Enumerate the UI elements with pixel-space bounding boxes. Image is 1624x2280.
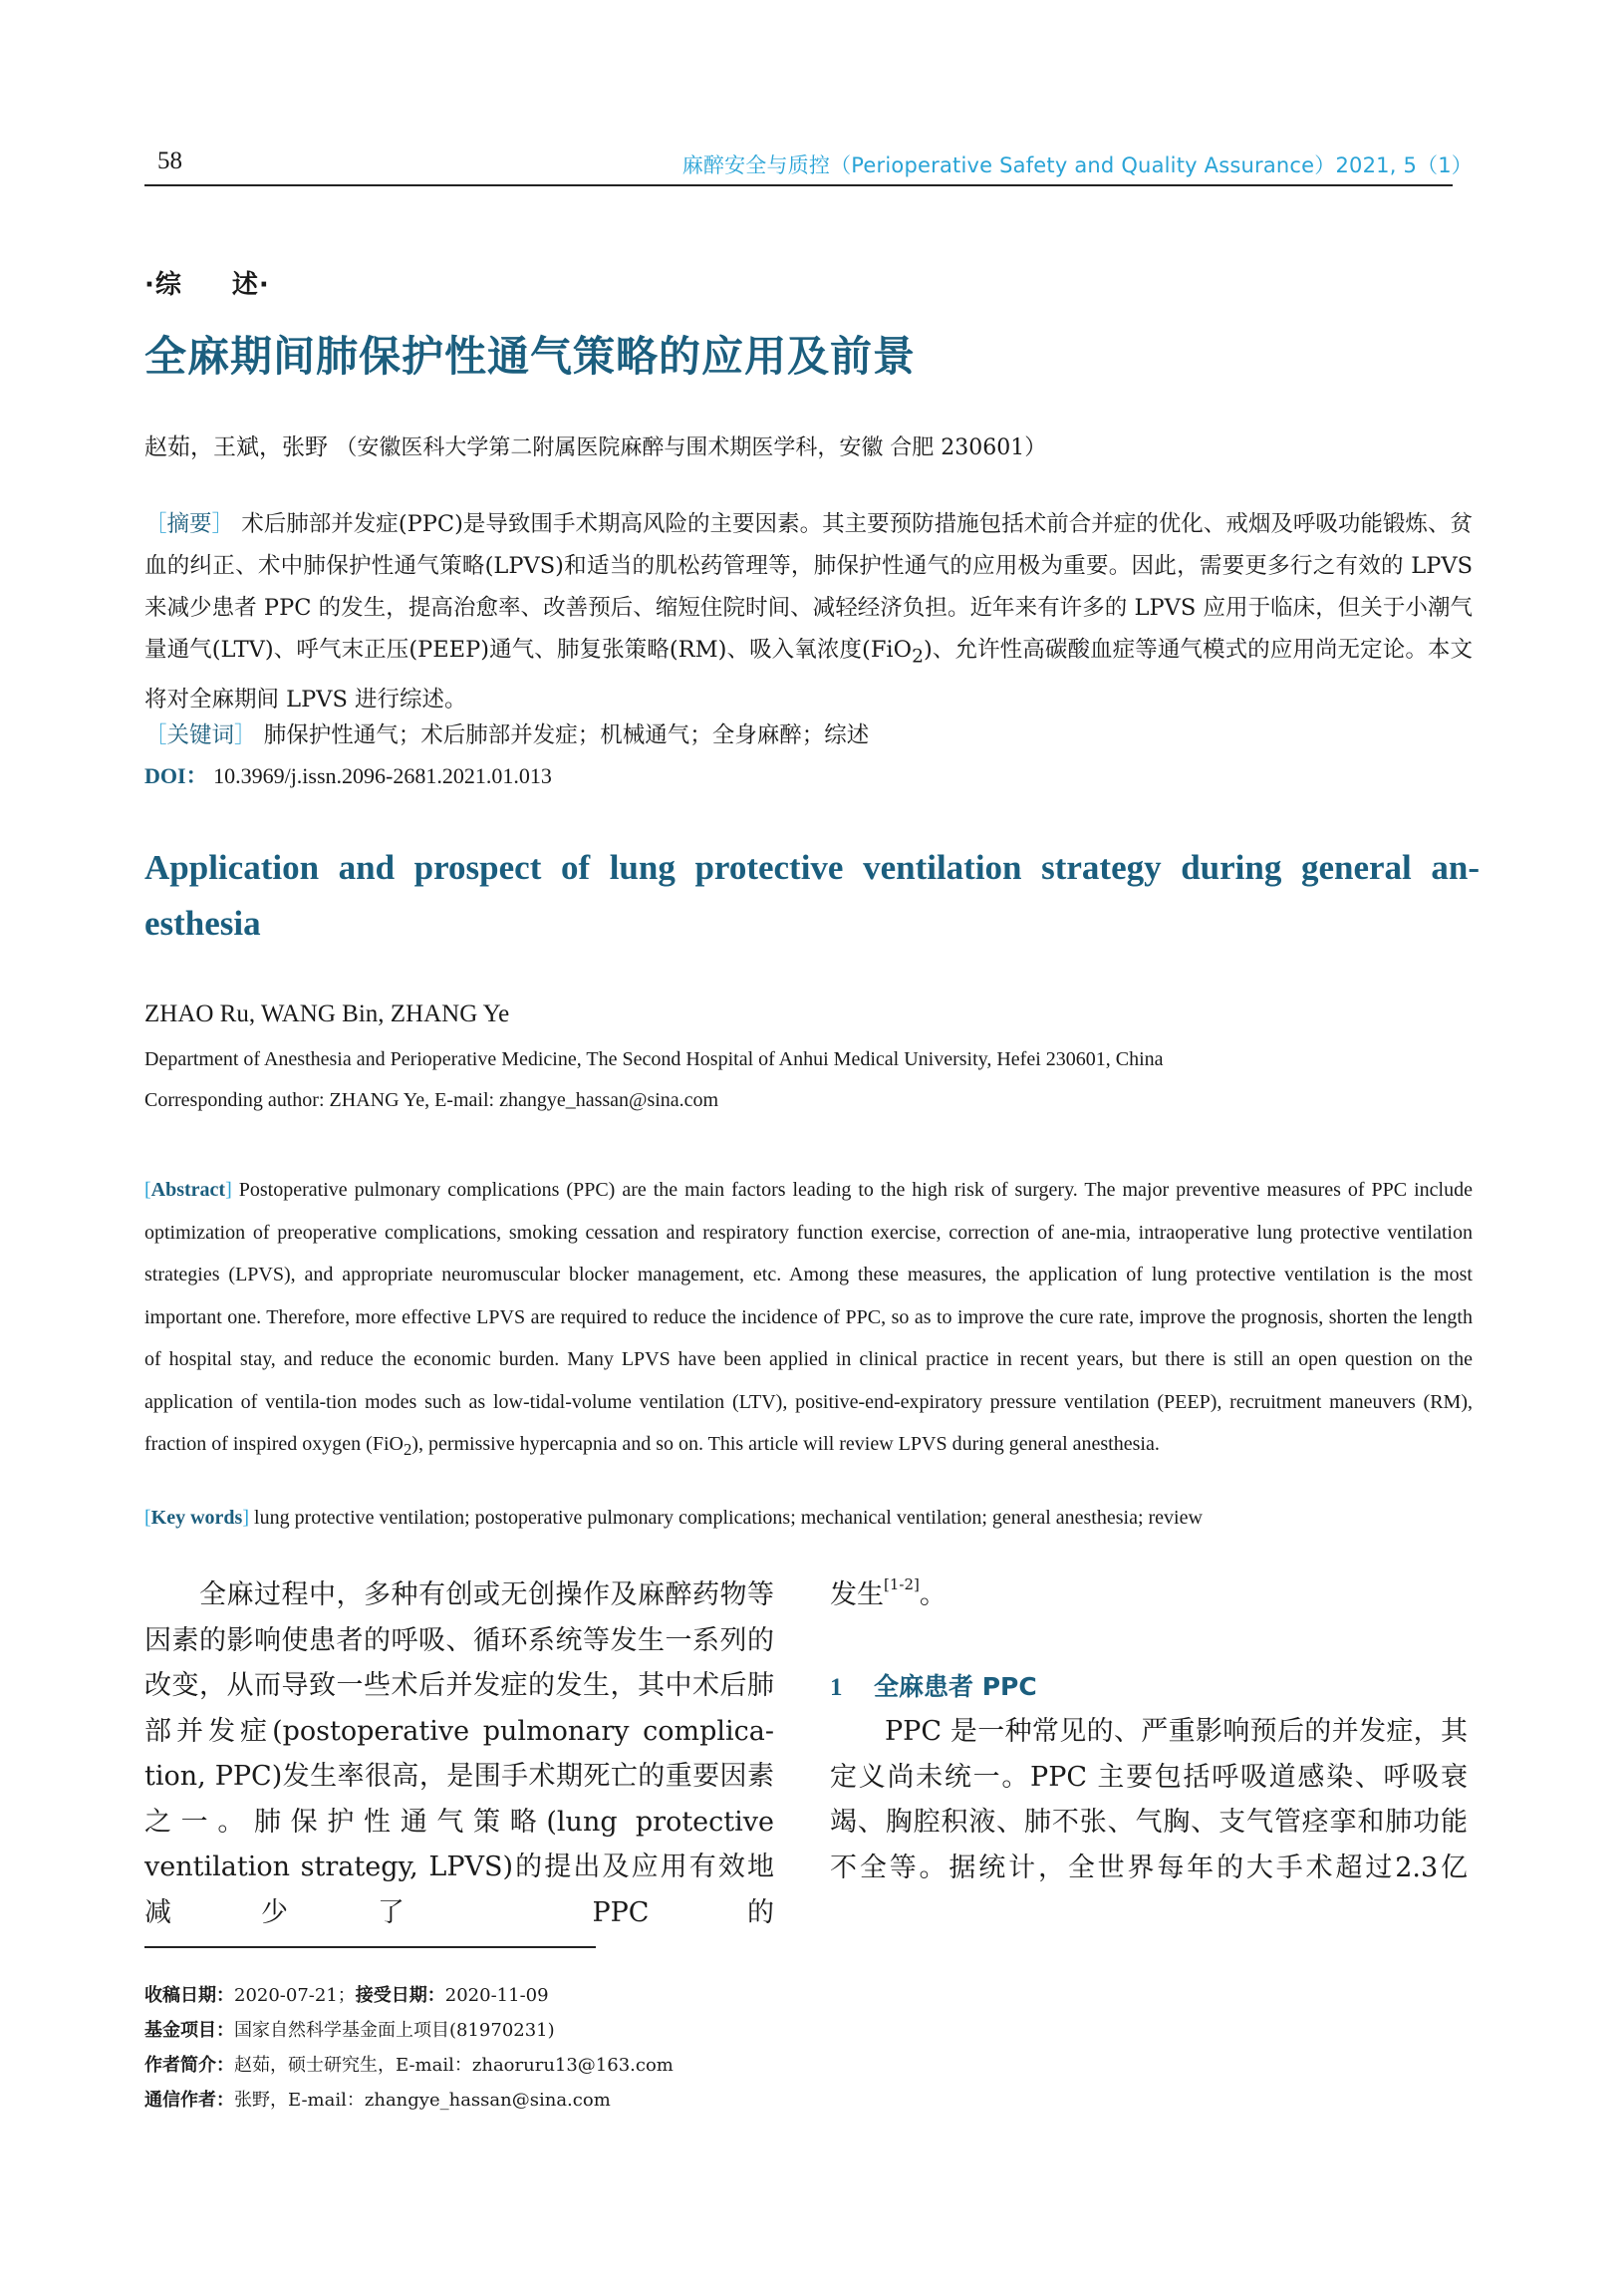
affiliation-cn: （安徽医科大学第二附属医院麻醉与围术期医学科，安徽 合肥 230601） [335,435,1047,460]
fund-label: 基金项目 [144,2020,216,2041]
abstract-en [144,1169,1473,1472]
abstract-cn-text: 术后肺部并发症(PPC)是导致围手术期高风险的主要因素。其主要预防措施包括术前合并症的优化、戒烟及呼吸功能锻炼、贫血的纠正、术中肺保护性通气策略(LPVS)和适当的肌松药管理等，肺保护性通气的应用极为重要。因此，需要更多行之有效的 LPVS 来减少患者 PPC 的发生，提高治愈率、改善预后、缩短住院时间、减轻经济负担。近年来有许多的 LPVS 应用于临床，但关于小潮气量通气(LTV)、呼气末正压(PEEP)通气、肺复张策略(RM)、吸入氧浓度(FiO [144,511,1473,663]
corresponding-author-en: Corresponding author: ZHANG Ye, E-mail: zhangye_hassan@sina.com [144,1089,719,1111]
page-number: 58 [157,147,182,174]
body-right-column [830,1709,1468,1890]
section-number: 1 [830,1674,843,1701]
citation[interactable]: [1-2] [884,1575,920,1593]
body-right-continuation [830,1572,947,1611]
abstract-en-text: Postoperative pulmonary complications (PPC) are the main factors leading to the high risk of surgery. The major preventive measures of PPC include optimization of preoperative complications, smoking cessation and respiratory function exercise, correction of ane-mia, intraoperative lung protective ventilation strategies (LPVS), and appropriate neuromuscular blocker management, etc. Among these measures, the application of lung protective ventilation is the most important one. Therefore, more effective LPVS are required to reduce the incidence of PPC, so as to improve the cure rate, improve the prognosis, shorten the length of hospital stay, and reduce the economic burden. Many LPVS have been applied in clinical practice in recent years, but there is still an open question on the application of ventila-tion modes such as low-tidal-volume ventilation (LTV), positive-end-expiratory pressure ventilation (PEEP), recruitment maneuvers (RM), fraction of inspired oxygen (FiO [144,1179,1473,1455]
continuation-text: 发生 [830,1579,884,1610]
keywords-en [144,1507,1473,1530]
abstract-cn-label: ［摘要］ [144,511,235,537]
keywords-cn-text: 肺保护性通气；术后肺部并发症；机械通气；全身麻醉；综述 [263,722,870,748]
section-heading [830,1667,1037,1703]
corresponding-text: 张野，E-mail：zhangye_hassan@sina.com [234,2090,611,2111]
received-date: 2020-07-21 [234,1985,338,2006]
body-paragraph: PPC 是一种常见的、严重影响预后的并发症，其定义尚未统一。PPC 主要包括呼吸道感染、呼吸衰竭、胸腔积液、肺不张、气胸、支气管痉挛和肺功能不全等。据统计，全世界每年的大手术超过2.3亿 [830,1716,1468,1883]
author-names-cn: 赵茹，王斌，张野 [144,434,328,460]
footnote-author-bio: 作者简介：赵茹，硕士研究生，E-mail：zhaoruru13@163.com [144,2055,674,2076]
keywords-cn [144,714,1473,756]
abstract-en-text-end: ), permissive hypercapnia and so on. This article will review LPVS during general anesthesia. [411,1433,1160,1455]
accepted-date: 2020-11-09 [444,1985,549,2006]
continuation-end: 。 [919,1579,947,1610]
author-bio-label: 作者简介 [144,2055,216,2076]
abstract-cn [144,503,1473,720]
authors-en: ZHAO Ru, WANG Bin, ZHANG Ye [144,1000,510,1027]
author-bio-text: 赵茹，硕士研究生，E-mail：zhaoruru13@163.com [234,2055,674,2076]
header-divider [144,184,1453,186]
body-left-column [144,1572,774,1935]
corresponding-label: 通信作者 [144,2090,216,2111]
keywords-en-label: [Key words] [144,1507,250,1529]
subscript: 2 [403,1440,412,1459]
received-label: 收稿日期 [144,1985,216,2006]
abstract-cn-text-end: )、允许性高碳酸血症等通气模式的应用尚无定论。本文将对全麻期间 LPVS 进行综述。 [144,637,1474,712]
body-paragraph: 全麻过程中，多种有创或无创操作及麻醉药物等因素的影响使患者的呼吸、循环系统等发生一系列的改变，从而导致一些术后并发症的发生，其中术后肺部并发症(postoperative pulmonary complica-tion, PPC)发生率很高，是围手术期死亡的重要因素之一。肺保护性通气策略(lung protective ventilation strategy, LPVS)的提出及应用有效地减少了 PPC 的 [144,1579,774,1928]
subscript: 2 [912,646,925,668]
column-tag-left: ·综 [144,270,182,300]
authors-cn [144,428,1046,461]
footnote-dates: 收稿日期：2020-07-21；接受日期：2020-11-09 [144,1985,549,2006]
journal-running-header: 麻醉安全与质控（Perioperative Safety and Quality Assurance）2021, 5（1） [681,153,1473,177]
doi-label: DOI [144,763,186,788]
article-title-cn: 全麻期间肺保护性通气策略的应用及前景 [144,332,917,381]
doi: DOI： 10.3969/j.issn.2096-2681.2021.01.013 [144,763,552,788]
footnote-divider [144,1946,596,1948]
keywords-en-text: lung protective ventilation; postoperative pulmonary complications; mechanical ventilation; general anesthesia; review [254,1507,1203,1529]
doi-link[interactable]: 10.3969/j.issn.2096-2681.2021.01.013 [213,763,552,788]
column-tag-right: 述· [231,270,270,300]
fund-text: 国家自然科学基金面上项目(81970231) [234,2020,555,2041]
section-title: 全麻患者 PPC [874,1672,1037,1701]
affiliation-en: Department of Anesthesia and Perioperative Medicine, The Second Hospital of Anhui Medical University, Hefei 230601, China [144,1048,1164,1070]
keywords-cn-label: ［关键词］ [144,722,257,748]
abstract-en-label: [Abstract] [144,1179,232,1201]
footnote-fund: 基金项目：国家自然科学基金面上项目(81970231) [144,2020,555,2041]
footnote-corresponding: 通信作者：张野，E-mail：zhangye_hassan@sina.com [144,2090,611,2111]
column-tag [144,264,270,301]
article-title-en: Application and prospect of lung protective ventilation strategy during general an-esthesia [144,848,1480,943]
accepted-label: 接受日期 [355,1985,427,2006]
